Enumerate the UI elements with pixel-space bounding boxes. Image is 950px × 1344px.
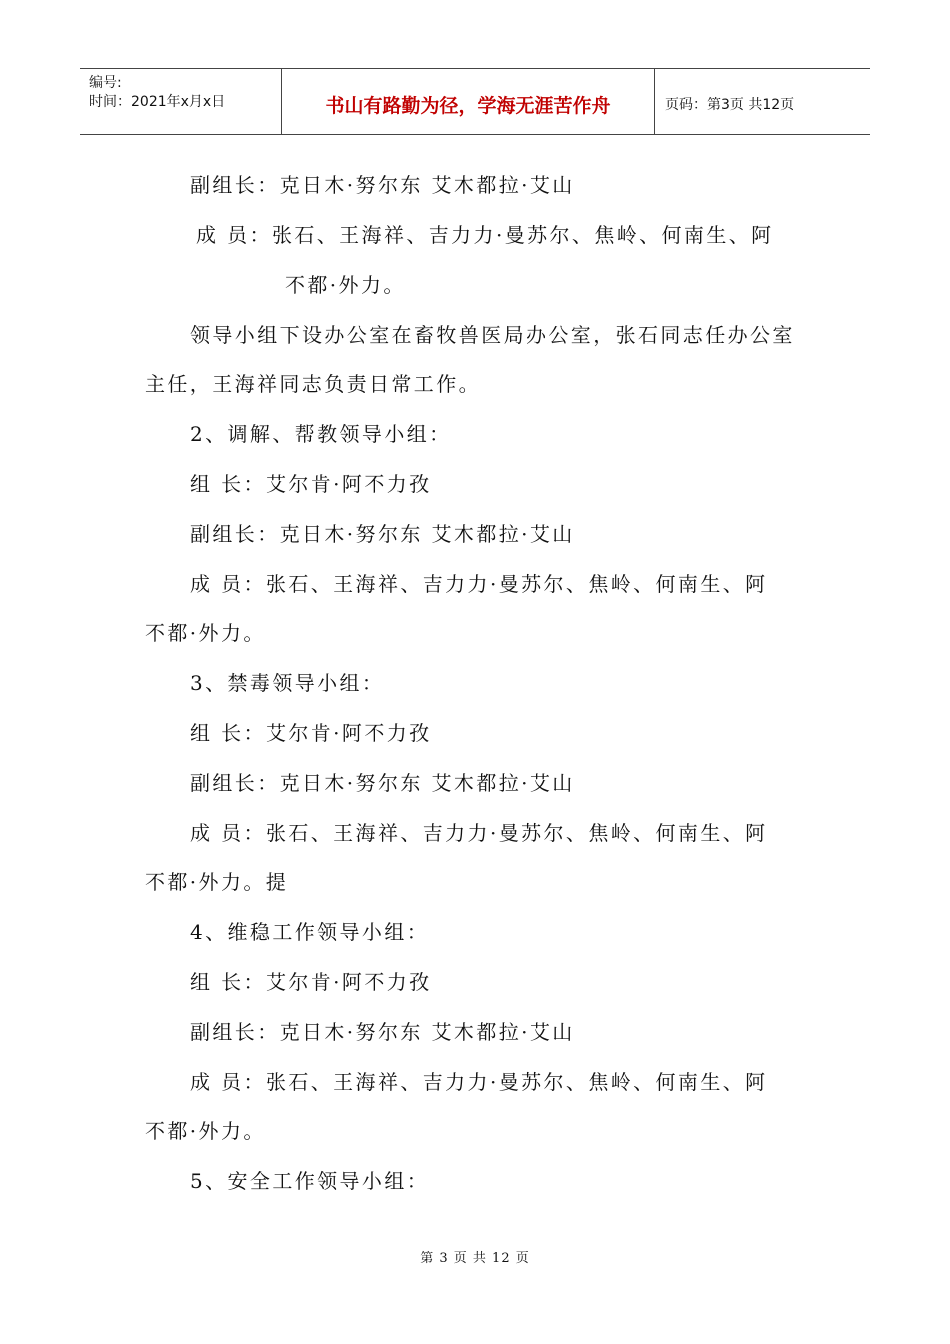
body-line: 不都·外力。 [285,273,406,297]
section-heading: 5、安全工作领导小组： [190,1169,430,1193]
body-line: 副组长：克日木·努尔东 艾木都拉·艾山 [190,173,575,197]
body-line: 组 长：艾尔肯·阿不力孜 [190,721,432,745]
body-line: 副组长：克日木·努尔东 艾木都拉·艾山 [190,522,575,546]
body-line: 副组长：克日木·努尔东 艾木都拉·艾山 [190,771,575,795]
body-line: 不都·外力。 [145,621,266,645]
body-line: 不都·外力。 [145,1119,266,1143]
header-motto: 书山有路勤为径，学海无涯苦作舟 [325,95,611,117]
document-number-label: 编号: [89,75,122,91]
body-line: 成 员：张石、王海祥、吉力力·曼苏尔、焦岭、何南生、阿 [196,223,774,247]
section-heading: 4、维稳工作领导小组： [190,920,430,944]
body-line: 主任，王海祥同志负责日常工作。 [145,372,481,396]
body-line: 副组长：克日木·努尔东 艾木都拉·艾山 [190,1020,575,1044]
body-line: 成 员：张石、王海祥、吉力力·曼苏尔、焦岭、何南生、阿 [190,821,768,845]
body-line: 领导小组下设办公室在畜牧兽医局办公室，张石同志任办公室 [190,323,795,347]
header-page-cell [655,69,870,134]
body-line: 成 员：张石、王海祥、吉力力·曼苏尔、焦岭、何南生、阿 [190,572,768,596]
page-header [80,68,870,135]
page-footer: 第 3 页 共 12 页 [420,1251,530,1266]
body-line: 成 员：张石、王海祥、吉力力·曼苏尔、焦岭、何南生、阿 [190,1070,768,1094]
header-page-info: 页码：第3页 共12页 [665,97,795,113]
header-info-cell [80,69,282,134]
body-line: 组 长：艾尔肯·阿不力孜 [190,472,432,496]
section-heading: 3、禁毒领导小组： [190,671,385,695]
body-line: 不都·外力。提 [145,870,289,894]
section-heading: 2、调解、帮教领导小组： [190,422,452,446]
header-motto-cell [282,69,655,134]
body-line: 组 长：艾尔肯·阿不力孜 [190,970,432,994]
document-time-label: 时间：2021年x月x日 [89,94,226,110]
